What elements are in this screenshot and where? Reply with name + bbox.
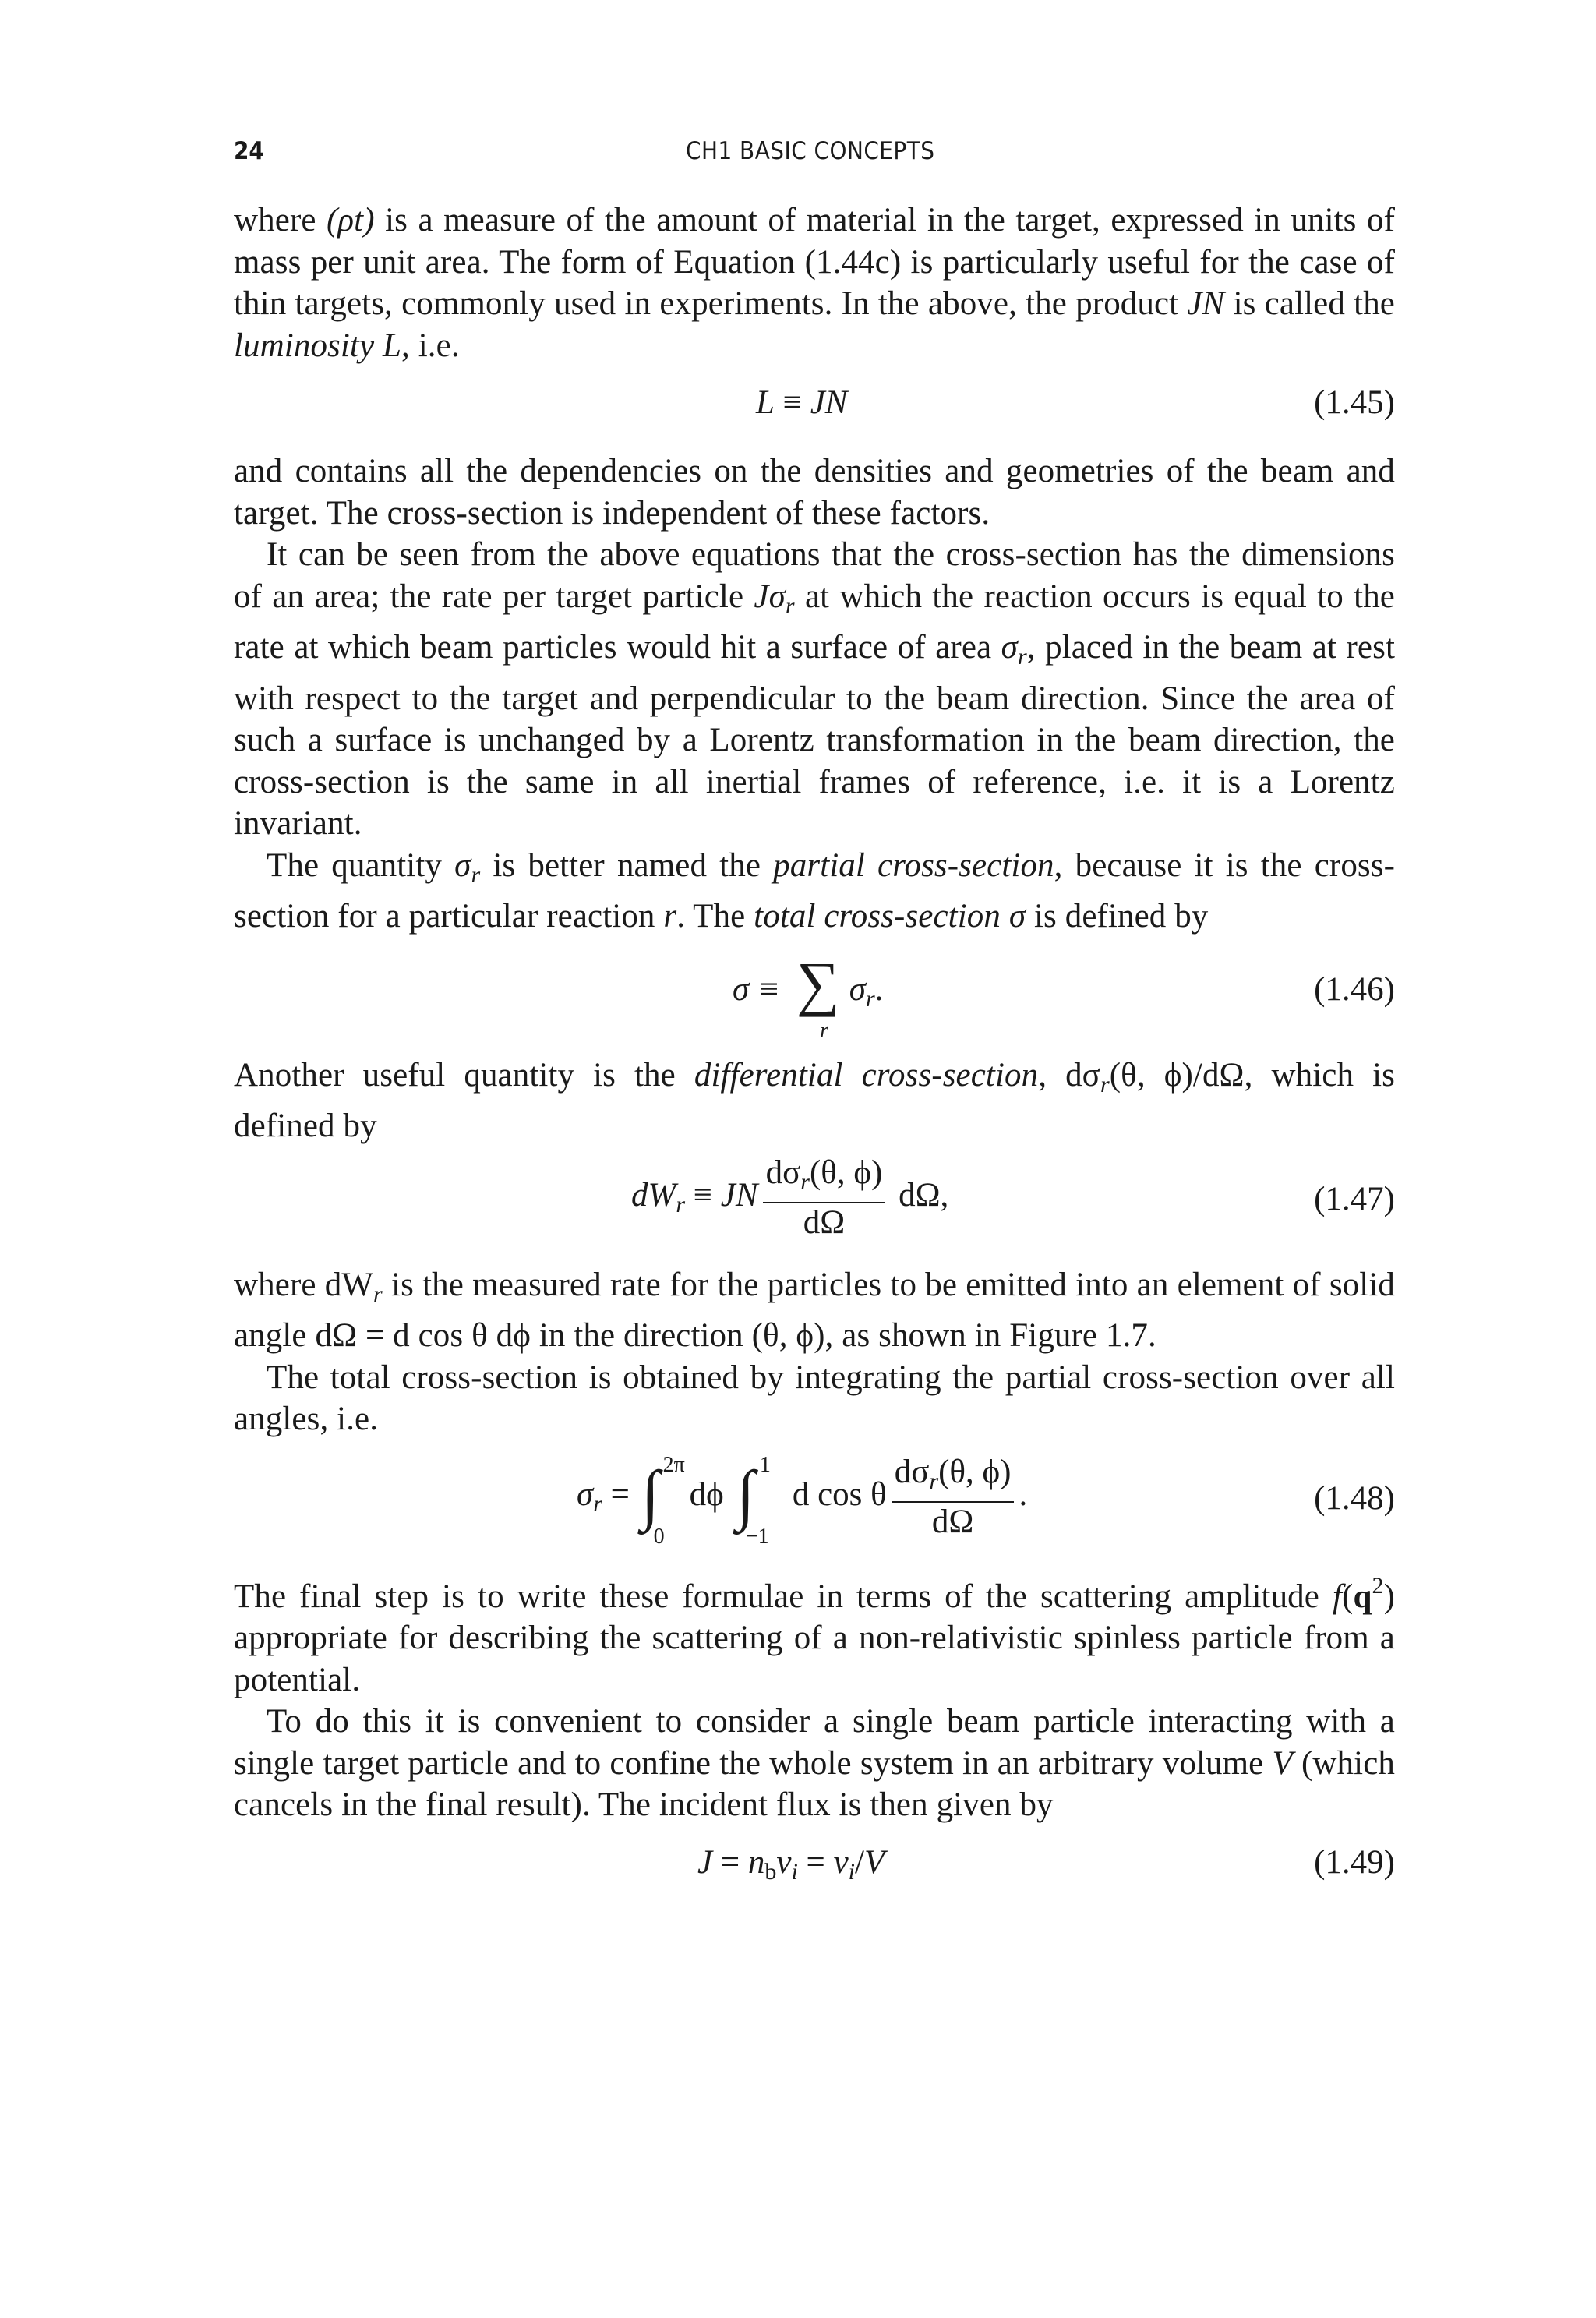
integral-sign: ∫	[641, 1457, 660, 1532]
summation-index: r	[820, 1018, 828, 1043]
fraction: $\frac{d\sigma_r(\theta, \phi)}{d\Omega}$	[892, 1453, 1015, 1542]
paragraph-4: The quantity $\sigma_r$ is better named the partial cross-section, because it is the cross-section for a particular reaction r. The total cross-section σ is defined by	[234, 846, 1396, 935]
equation-number: (1.45)	[1314, 384, 1395, 421]
page-number: 24	[234, 137, 264, 165]
equation-1-48	[234, 1440, 1395, 1565]
paragraph-2: and contains all the dependencies on the densities and geometries of the beam and target. The cross-section is independent of these factors.	[234, 453, 1395, 532]
equation-1-45	[234, 366, 1395, 451]
equation-number: (1.48)	[1314, 1479, 1395, 1517]
equation-1-45-body: L ≡ JN	[756, 384, 848, 421]
equation-1-49	[234, 1826, 1395, 1910]
page-body	[234, 200, 1395, 1910]
paragraph-3: It can be seen from the above equations that the cross-section has the dimensions of an area; the rate per target particle $J\sigma_r$ at which the reaction occurs is equal to the rate at which beam particles would hit a surface of area $\sigma_r$, placed in the beam at rest with respect to the target and perpendicular to the beam direction. Since the area of such a surface is unchanged by a Lorentz transformation in the beam direction, the cross-section is the same in all inertial frames of reference, i.e. it is a Lorentz invariant.	[234, 536, 1395, 842]
summation-sign: ∑	[796, 949, 840, 1017]
equation-number: (1.49)	[1314, 1843, 1395, 1881]
equation-number: (1.46)	[1314, 970, 1395, 1008]
equation-1-46	[234, 938, 1395, 1055]
equation-1-48-body: $\sigma_r$ = ∫ 2π 0 dϕ ∫ 1 −1 d cos θ $\frac{d\sigma_r(\theta, \phi)}{d\Omega}$ .	[577, 1453, 1028, 1549]
integral-sign: ∫	[736, 1457, 755, 1532]
equation-1-49-body: $J = n_bv_i = v_i/V$	[697, 1843, 885, 1885]
fraction: $\frac{d\sigma_r(\theta, \phi)}{d\Omega}$	[763, 1154, 886, 1242]
equation-1-46-body: $\sigma \equiv \sigma_r$.	[733, 970, 884, 1012]
paragraph-7: The total cross-section is obtained by integrating the partial cross-section over all angles, i.e.	[234, 1359, 1395, 1437]
paragraph-1: where (ρt) is a measure of the amount of material in the target, expressed in units of mass per unit area. The form of Equation (1.44c) is particularly useful for the case of thin targets, commonly used in experiments. In the above, the product JN is called the luminosity L, i.e.	[234, 202, 1395, 364]
equation-number: (1.47)	[1314, 1180, 1395, 1217]
equation-1-47	[234, 1147, 1395, 1264]
equation-1-47-body: $dW_r$ ≡ JN $\frac{d\sigma_r(\theta, \phi)}{d\Omega}$ dΩ,	[631, 1154, 949, 1241]
page-header	[234, 137, 1395, 175]
paragraph-8: The final step is to write these formulae in terms of the scattering amplitude $f(q^2)$ appropriate for describing the scattering of a non-relativistic spinless particle from a potential.	[234, 1572, 1395, 1698]
paragraph-6: where $dW_r$ is the measured rate for the particles to be emitted into an element of solid angle dΩ = d cos θ dϕ in the direction (θ, ϕ), as shown in Figure 1.7.	[234, 1266, 1395, 1354]
paragraph-5: Another useful quantity is the differential cross-section, $d\sigma_r(\theta$, ϕ)/dΩ, which is defined by	[234, 1056, 1395, 1144]
paragraph-9: To do this it is convenient to consider a single beam particle interacting with a single target particle and to confine the whole system in an arbitrary volume V (which cancels in the final result). The incident flux is then given by	[234, 1703, 1395, 1823]
running-head: CH1 BASIC CONCEPTS	[686, 137, 935, 165]
